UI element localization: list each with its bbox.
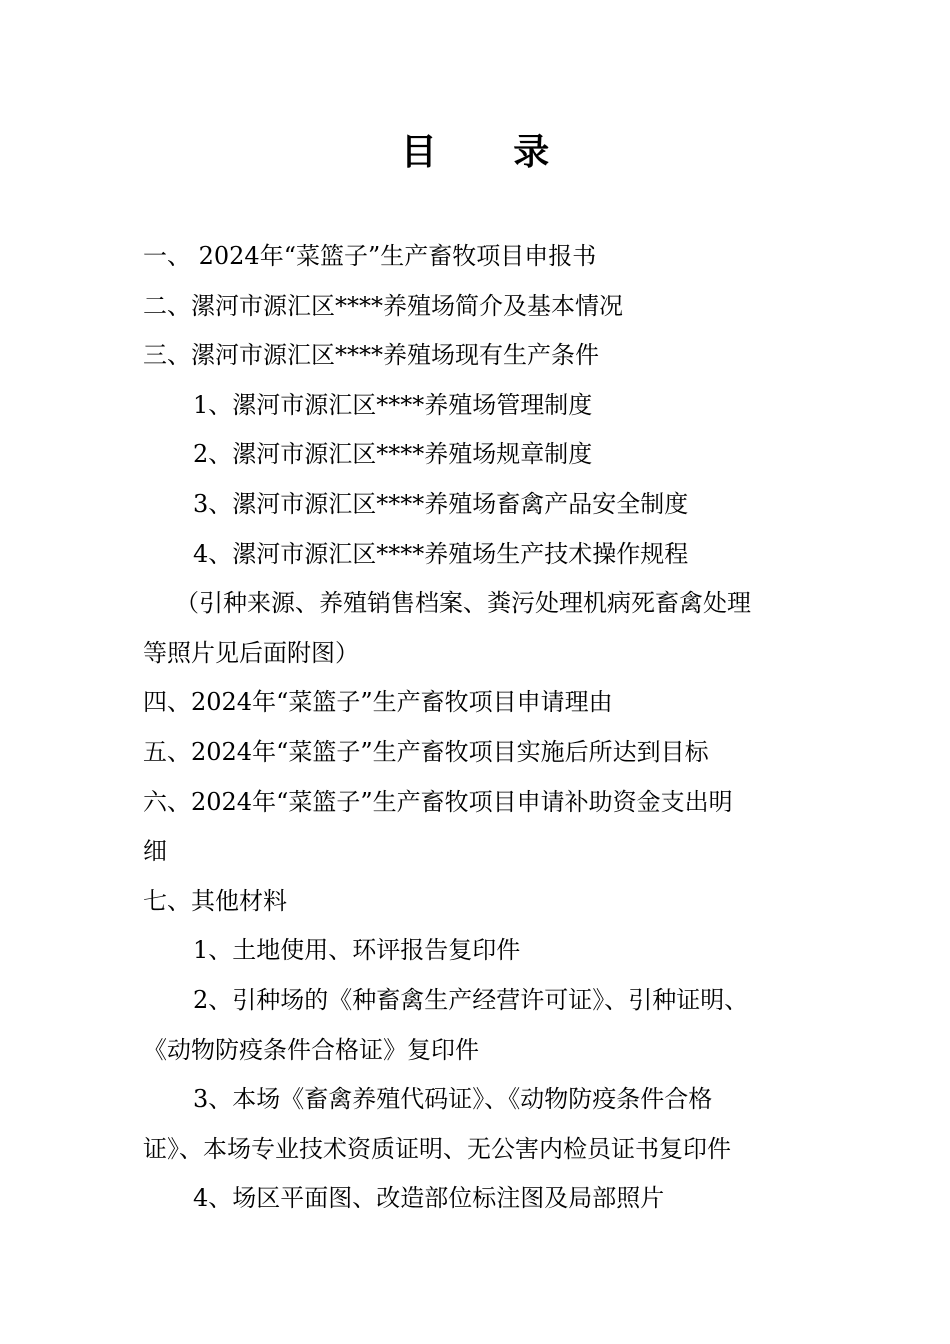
toc-item-6-line-2: 细 (143, 837, 167, 866)
toc-item-5: 五、2024年“菜篮子”生产畜牧项目实施后所达到目标 (143, 737, 709, 766)
toc-subitem-7-3-line-2: 证》、本场专业技术资质证明、无公害内检员证书复印件 (143, 1134, 731, 1163)
page-title: 目 录 (400, 131, 582, 173)
toc-item-4: 四、2024年“菜篮子”生产畜牧项目申请理由 (143, 688, 613, 717)
toc-subitem-7-2-line-1: 2、引种场的《种畜禽生产经营许可证》、引种证明、 (193, 985, 749, 1014)
toc-subitem-7-4: 4、场区平面图、改造部位标注图及局部照片 (193, 1184, 665, 1213)
toc-item-6-line-1: 六、2024年“菜篮子”生产畜牧项目申请补助资金支出明 (143, 787, 733, 816)
toc-note-line-2: 等照片见后面附图） (143, 638, 359, 667)
toc-subitem-3-4: 4、漯河市源汇区****养殖场生产技术操作规程 (193, 539, 689, 568)
toc-item-3: 三、漯河市源汇区****养殖场现有生产条件 (143, 341, 599, 370)
toc-item-7: 七、其他材料 (143, 886, 287, 915)
toc-subitem-3-1: 1、漯河市源汇区****养殖场管理制度 (193, 390, 593, 419)
toc-subitem-7-3-line-1: 3、本场《畜禽养殖代码证》、《动物防疫条件合格 (193, 1085, 713, 1114)
toc-item-2: 二、漯河市源汇区****养殖场简介及基本情况 (143, 291, 623, 320)
toc-item-1: 一、 2024年“菜篮子”生产畜牧项目申报书 (143, 242, 597, 270)
toc-subitem-3-3: 3、漯河市源汇区****养殖场畜禽产品安全制度 (193, 489, 689, 518)
toc-subitem-7-2-line-2: 《动物防疫条件合格证》复印件 (143, 1035, 479, 1064)
toc-note-line-1: （引种来源、养殖销售档案、粪污处理机病死畜禽处理 (175, 589, 751, 618)
toc-subitem-3-2: 2、漯河市源汇区****养殖场规章制度 (193, 440, 593, 469)
table-of-contents (143, 232, 809, 1224)
toc-subitem-7-1: 1、土地使用、环评报告复印件 (193, 936, 521, 965)
